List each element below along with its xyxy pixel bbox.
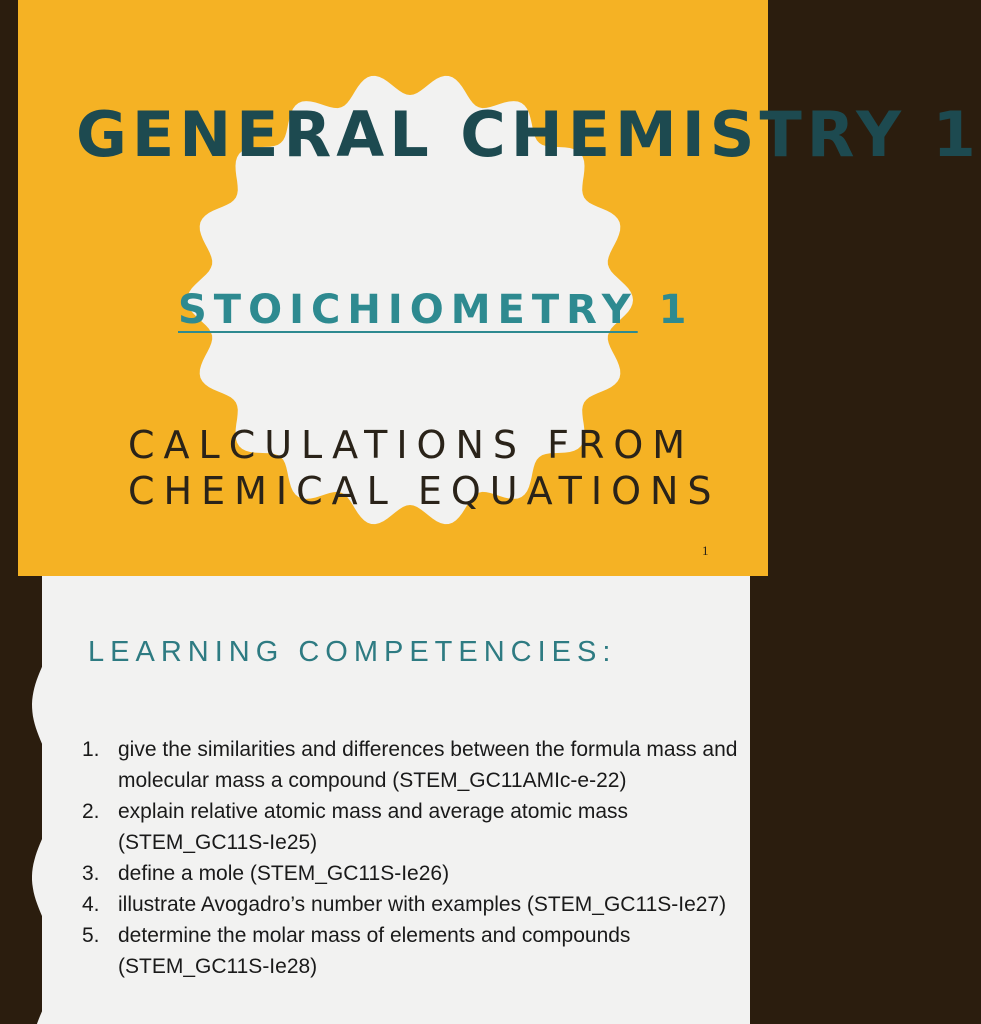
item-number: 1. (82, 738, 100, 761)
slide-tagline (128, 422, 721, 514)
item-text: explain relative atomic mass and average atomic mass (STEM_GC11S-Ie25) (118, 800, 629, 854)
competency-item (82, 858, 742, 889)
item-text: determine the molar mass of elements and compounds (STEM_GC11S-Ie28) (118, 924, 631, 978)
tagline-line-2: CHEMICAL EQUATIONS (128, 469, 721, 513)
subtitle-word: STOICHIOMETRY (178, 287, 638, 333)
competency-item (82, 796, 742, 858)
item-text: define a mole (STEM_GC11S-Ie26) (118, 862, 450, 885)
competencies-slide (42, 576, 750, 1024)
item-number: 2. (82, 800, 100, 823)
item-text: illustrate Avogadro’s number with examples (STEM_GC11S-Ie27) (118, 893, 727, 916)
competencies-heading: LEARNING COMPETENCIES: (88, 636, 617, 668)
item-number: 4. (82, 893, 100, 916)
competency-item (82, 920, 742, 982)
slide-title: GENERAL CHEMISTRY 1 (76, 98, 981, 171)
item-number: 3. (82, 862, 100, 885)
competency-item (82, 889, 742, 920)
competency-item (82, 734, 742, 796)
subtitle-number: 1 (658, 287, 694, 333)
tagline-line-1: CALCULATIONS FROM (128, 423, 695, 467)
slide-subtitle (178, 287, 694, 333)
item-number: 5. (82, 924, 100, 947)
item-text: give the similarities and differences between the formula mass and molecular mass a compound (STEM_GC11AMIc-e-22) (118, 738, 738, 792)
competencies-list (82, 734, 742, 982)
page-number: 1 (702, 543, 709, 558)
title-slide (18, 0, 981, 576)
